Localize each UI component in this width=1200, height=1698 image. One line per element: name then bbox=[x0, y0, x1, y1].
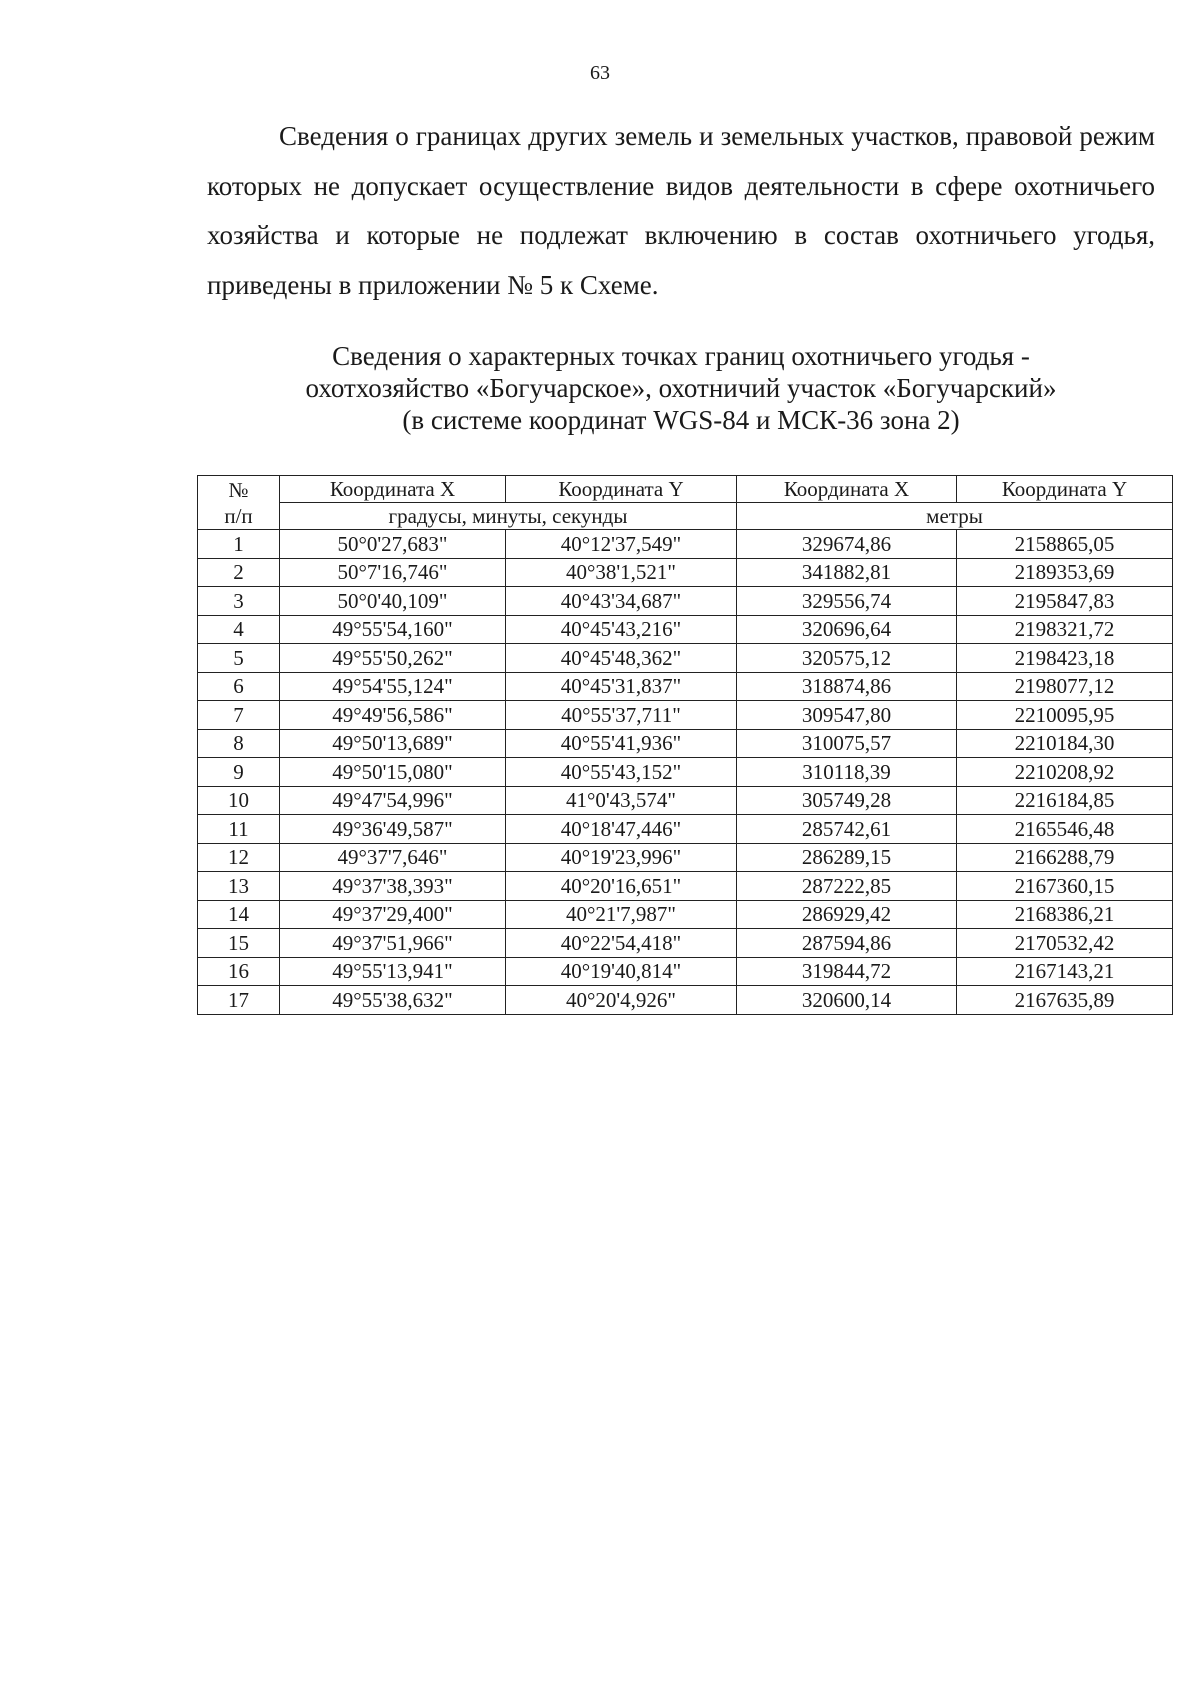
cell-lat-dms: 49°47'54,996" bbox=[280, 786, 506, 815]
cell-x-meters: 310075,57 bbox=[737, 729, 957, 758]
cell-lat-dms: 50°7'16,746" bbox=[280, 558, 506, 587]
table-title-line-2: охотхозяйство «Богучарское», охотничий участок «Богучарский» bbox=[305, 373, 1057, 403]
cell-lat-dms: 49°55'50,262" bbox=[280, 644, 506, 673]
intro-paragraph: Сведения о границах других земель и земельных участков, правовой режим которых не допускает осуществление видов деятельности в сфере охотничьего хозяйства и которые не подлежат включению в состав охотничьего угодья, приведены в приложении № 5 к Схеме. bbox=[207, 121, 1155, 300]
table-row bbox=[198, 701, 1173, 730]
table-row bbox=[198, 587, 1173, 616]
cell-y-meters: 2210184,30 bbox=[957, 729, 1173, 758]
cell-lon-dms: 41°0'43,574" bbox=[506, 786, 737, 815]
cell-point-number: 13 bbox=[198, 872, 280, 901]
cell-lat-dms: 49°50'13,689" bbox=[280, 729, 506, 758]
coordinates-table bbox=[197, 475, 1173, 1015]
table-row bbox=[198, 929, 1173, 958]
cell-y-meters: 2210095,95 bbox=[957, 701, 1173, 730]
header-number-sign: № bbox=[228, 477, 249, 502]
table-title bbox=[207, 340, 1155, 436]
header-number-abbrev: п/п bbox=[224, 503, 253, 528]
cell-point-number: 11 bbox=[198, 815, 280, 844]
cell-lon-dms: 40°45'31,837" bbox=[506, 672, 737, 701]
cell-lon-dms: 40°12'37,549" bbox=[506, 530, 737, 559]
cell-point-number: 2 bbox=[198, 558, 280, 587]
cell-x-meters: 329674,86 bbox=[737, 530, 957, 559]
cell-y-meters: 2216184,85 bbox=[957, 786, 1173, 815]
cell-lat-dms: 49°37'7,646" bbox=[280, 843, 506, 872]
cell-point-number: 7 bbox=[198, 701, 280, 730]
table-row bbox=[198, 843, 1173, 872]
table-row bbox=[198, 815, 1173, 844]
cell-lon-dms: 40°19'23,996" bbox=[506, 843, 737, 872]
cell-y-meters: 2167635,89 bbox=[957, 986, 1173, 1015]
cell-y-meters: 2198321,72 bbox=[957, 615, 1173, 644]
table-title-line-1: Сведения о характерных точках границ охотничьего угодья - bbox=[332, 341, 1030, 371]
cell-y-meters: 2210208,92 bbox=[957, 758, 1173, 787]
table-row bbox=[198, 872, 1173, 901]
cell-x-meters: 341882,81 bbox=[737, 558, 957, 587]
table-row bbox=[198, 758, 1173, 787]
cell-point-number: 1 bbox=[198, 530, 280, 559]
cell-x-meters: 310118,39 bbox=[737, 758, 957, 787]
cell-lon-dms: 40°55'41,936" bbox=[506, 729, 737, 758]
cell-y-meters: 2198077,12 bbox=[957, 672, 1173, 701]
cell-lat-dms: 49°37'29,400" bbox=[280, 900, 506, 929]
cell-y-meters: 2168386,21 bbox=[957, 900, 1173, 929]
table-units-row bbox=[198, 503, 1173, 530]
cell-y-meters: 2170532,42 bbox=[957, 929, 1173, 958]
cell-point-number: 5 bbox=[198, 644, 280, 673]
cell-point-number: 14 bbox=[198, 900, 280, 929]
cell-lat-dms: 49°36'49,587" bbox=[280, 815, 506, 844]
table-row bbox=[198, 644, 1173, 673]
table-row bbox=[198, 672, 1173, 701]
table-row bbox=[198, 900, 1173, 929]
table-row bbox=[198, 786, 1173, 815]
cell-lat-dms: 50°0'27,683" bbox=[280, 530, 506, 559]
cell-lat-dms: 49°54'55,124" bbox=[280, 672, 506, 701]
cell-lon-dms: 40°19'40,814" bbox=[506, 957, 737, 986]
cell-lat-dms: 49°37'38,393" bbox=[280, 872, 506, 901]
cell-y-meters: 2158865,05 bbox=[957, 530, 1173, 559]
cell-y-meters: 2167143,21 bbox=[957, 957, 1173, 986]
cell-lon-dms: 40°38'1,521" bbox=[506, 558, 737, 587]
cell-x-meters: 320575,12 bbox=[737, 644, 957, 673]
cell-x-meters: 318874,86 bbox=[737, 672, 957, 701]
cell-x-meters: 305749,28 bbox=[737, 786, 957, 815]
table-header-row bbox=[198, 476, 1173, 503]
header-number bbox=[198, 476, 280, 530]
cell-lon-dms: 40°45'43,216" bbox=[506, 615, 737, 644]
cell-lat-dms: 49°55'54,160" bbox=[280, 615, 506, 644]
cell-point-number: 16 bbox=[198, 957, 280, 986]
cell-point-number: 8 bbox=[198, 729, 280, 758]
cell-lon-dms: 40°20'16,651" bbox=[506, 872, 737, 901]
cell-point-number: 10 bbox=[198, 786, 280, 815]
cell-y-meters: 2189353,69 bbox=[957, 558, 1173, 587]
cell-x-meters: 287594,86 bbox=[737, 929, 957, 958]
cell-y-meters: 2167360,15 bbox=[957, 872, 1173, 901]
header-coord-y-m: Координата Y bbox=[957, 476, 1173, 503]
cell-lat-dms: 49°49'56,586" bbox=[280, 701, 506, 730]
table-row bbox=[198, 986, 1173, 1015]
cell-lat-dms: 50°0'40,109" bbox=[280, 587, 506, 616]
cell-x-meters: 309547,80 bbox=[737, 701, 957, 730]
header-coord-x-deg: Координата X bbox=[280, 476, 506, 503]
cell-lon-dms: 40°55'43,152" bbox=[506, 758, 737, 787]
table-row bbox=[198, 957, 1173, 986]
cell-lat-dms: 49°37'51,966" bbox=[280, 929, 506, 958]
cell-x-meters: 287222,85 bbox=[737, 872, 957, 901]
cell-y-meters: 2198423,18 bbox=[957, 644, 1173, 673]
cell-point-number: 12 bbox=[198, 843, 280, 872]
cell-lon-dms: 40°21'7,987" bbox=[506, 900, 737, 929]
cell-x-meters: 320600,14 bbox=[737, 986, 957, 1015]
cell-x-meters: 319844,72 bbox=[737, 957, 957, 986]
table-row bbox=[198, 729, 1173, 758]
cell-point-number: 17 bbox=[198, 986, 280, 1015]
cell-lon-dms: 40°18'47,446" bbox=[506, 815, 737, 844]
cell-y-meters: 2165546,48 bbox=[957, 815, 1173, 844]
cell-y-meters: 2195847,83 bbox=[957, 587, 1173, 616]
cell-x-meters: 286289,15 bbox=[737, 843, 957, 872]
table-body bbox=[198, 530, 1173, 1015]
units-degrees: градусы, минуты, секунды bbox=[280, 503, 737, 530]
cell-point-number: 3 bbox=[198, 587, 280, 616]
header-coord-x-m: Координата X bbox=[737, 476, 957, 503]
cell-lon-dms: 40°55'37,711" bbox=[506, 701, 737, 730]
header-coord-y-deg: Координата Y bbox=[506, 476, 737, 503]
table-row bbox=[198, 530, 1173, 559]
cell-point-number: 4 bbox=[198, 615, 280, 644]
cell-lon-dms: 40°43'34,687" bbox=[506, 587, 737, 616]
cell-y-meters: 2166288,79 bbox=[957, 843, 1173, 872]
cell-point-number: 15 bbox=[198, 929, 280, 958]
cell-lon-dms: 40°22'54,418" bbox=[506, 929, 737, 958]
table-row bbox=[198, 615, 1173, 644]
cell-lat-dms: 49°50'15,080" bbox=[280, 758, 506, 787]
cell-point-number: 9 bbox=[198, 758, 280, 787]
table-row bbox=[198, 558, 1173, 587]
cell-lon-dms: 40°45'48,362" bbox=[506, 644, 737, 673]
cell-x-meters: 285742,61 bbox=[737, 815, 957, 844]
page-number: 63 bbox=[590, 62, 610, 84]
cell-x-meters: 329556,74 bbox=[737, 587, 957, 616]
cell-lat-dms: 49°55'13,941" bbox=[280, 957, 506, 986]
cell-x-meters: 286929,42 bbox=[737, 900, 957, 929]
cell-lat-dms: 49°55'38,632" bbox=[280, 986, 506, 1015]
cell-lon-dms: 40°20'4,926" bbox=[506, 986, 737, 1015]
table-title-line-3: (в системе координат WGS-84 и МСК-36 зона 2) bbox=[402, 405, 960, 435]
cell-point-number: 6 bbox=[198, 672, 280, 701]
units-meters: метры bbox=[737, 503, 1173, 530]
cell-x-meters: 320696,64 bbox=[737, 615, 957, 644]
